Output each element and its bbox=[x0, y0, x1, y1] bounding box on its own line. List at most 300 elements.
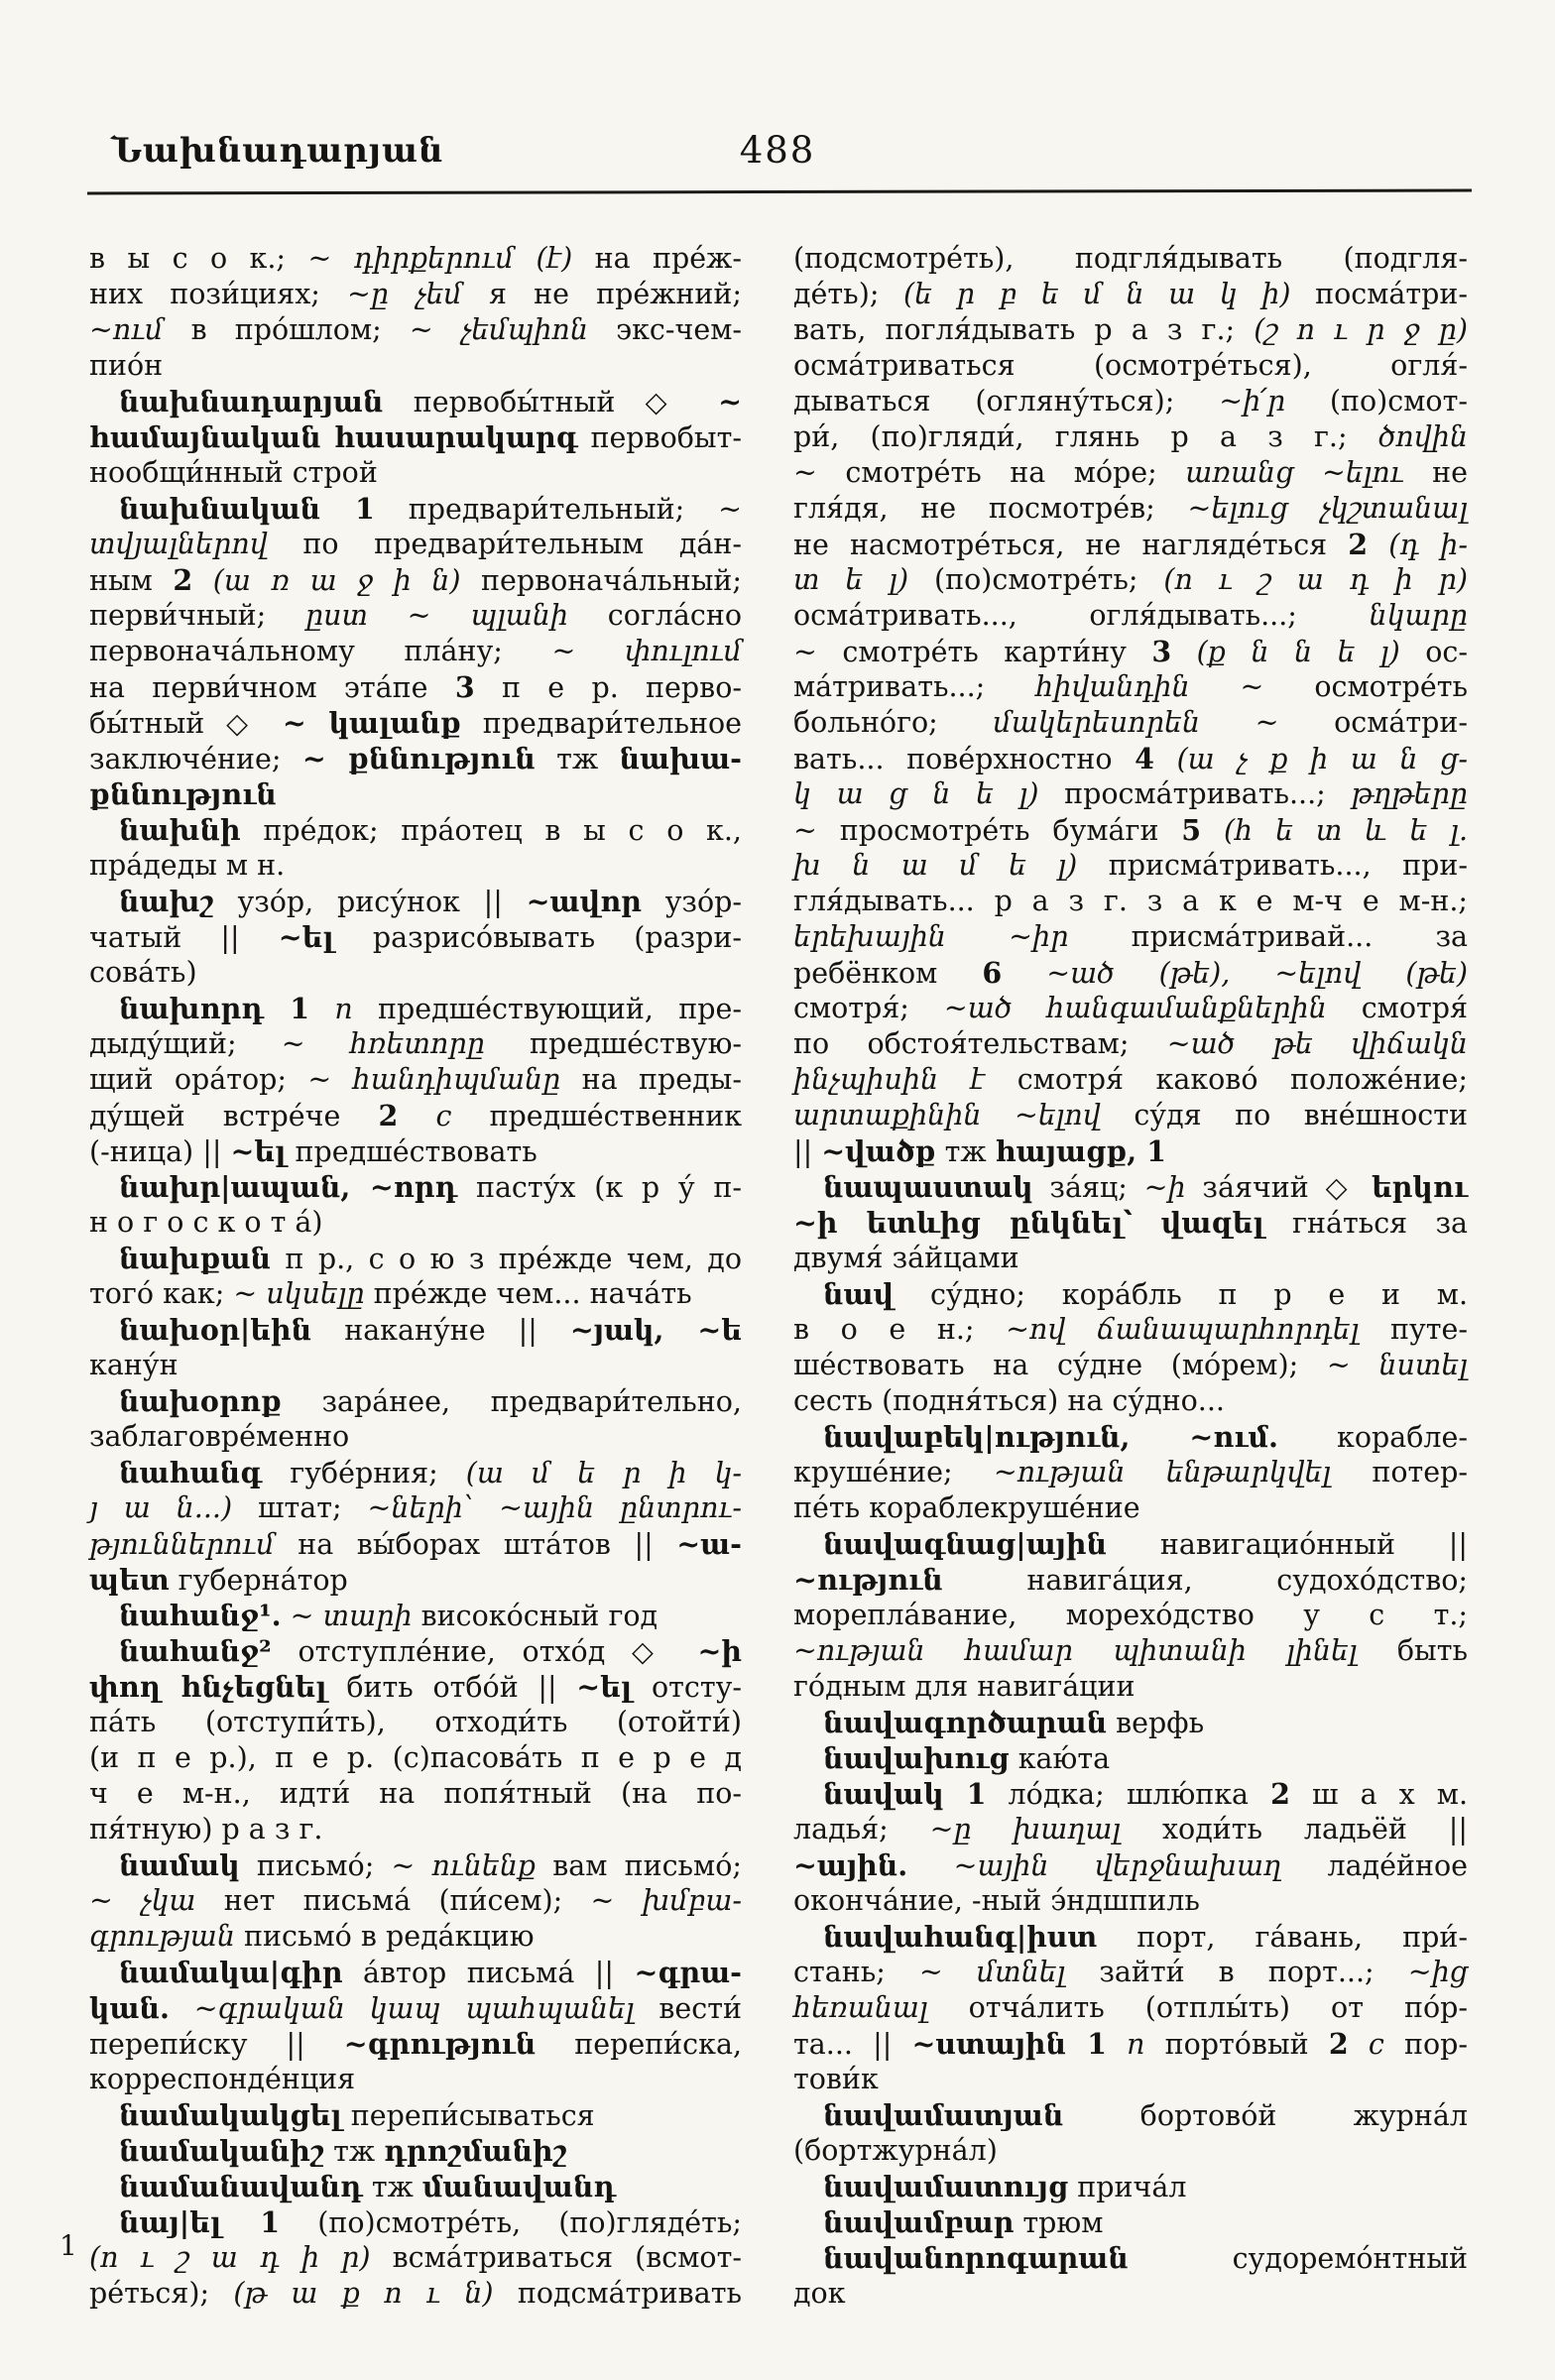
text-line bbox=[89, 1990, 742, 2026]
example-text: ~ հռետորը bbox=[281, 1027, 485, 1060]
headword-text: ~ություն bbox=[793, 1563, 943, 1597]
gloss-text: губе́рния; bbox=[262, 1457, 466, 1489]
text-line bbox=[793, 741, 1468, 776]
gloss-text: морепла́вание, морехо́дство у с т.; bbox=[793, 1599, 1468, 1631]
headword-text: նավ bbox=[823, 1277, 895, 1311]
text-line bbox=[89, 2169, 742, 2204]
example-text: ~ նստել bbox=[1326, 1349, 1468, 1381]
headword-text: նավամատյան bbox=[823, 2098, 1064, 2132]
text-line bbox=[793, 598, 1468, 634]
gloss-text: нет письма́ (пи́сем); bbox=[195, 1884, 591, 1917]
gloss-text: пор- bbox=[1383, 2028, 1469, 2061]
example-text: (ա մ ե ր ի կ- bbox=[465, 1457, 742, 1489]
gloss-text: в про́шлом; bbox=[163, 313, 410, 346]
headword-text: 4 bbox=[1135, 742, 1154, 775]
gloss-text: кану́н bbox=[89, 1349, 179, 1381]
gloss-text: пре́док; пра́отец в ы с о к., bbox=[240, 814, 742, 847]
text-line bbox=[89, 955, 742, 991]
text-line bbox=[89, 1455, 742, 1490]
headword-text: նախօրոք bbox=[119, 1384, 282, 1418]
text-line bbox=[89, 1026, 742, 1062]
text-line bbox=[89, 2276, 742, 2312]
gloss-text: судоремо́нтный bbox=[1128, 2242, 1468, 2275]
gloss-text: накану́не || bbox=[311, 1314, 570, 1347]
gloss-text: всма́триваться (всмот- bbox=[370, 2241, 742, 2274]
text-line bbox=[793, 277, 1468, 312]
example-text: (ե ր բ ե մ ն ա կ ի) bbox=[903, 278, 1291, 310]
text-line bbox=[793, 2062, 1468, 2097]
text-line bbox=[89, 2062, 742, 2097]
gloss-text: ладья́; bbox=[793, 1813, 930, 1845]
text-line bbox=[89, 1169, 742, 1205]
gloss-text: первонача́льный; bbox=[460, 564, 743, 597]
text-line bbox=[793, 1205, 1468, 1241]
gloss-text: ходи́ть ладьёй || bbox=[1121, 1813, 1468, 1845]
gloss-text: де́ть); bbox=[793, 278, 904, 310]
text-line bbox=[793, 1062, 1468, 1098]
gloss-text: ребёнком bbox=[793, 957, 983, 990]
gloss-text: путе- bbox=[1359, 1313, 1469, 1346]
headword-text: դրոշմանիշ bbox=[384, 2134, 567, 2168]
headword-text: 2 bbox=[1348, 528, 1369, 561]
text-line bbox=[89, 1133, 742, 1169]
example-text: ~ չեմպիոն bbox=[409, 313, 589, 346]
gloss-text: (бортжурна́л) bbox=[793, 2134, 998, 2167]
gloss-text: бить отбо́й || bbox=[326, 1671, 577, 1704]
text-line bbox=[89, 1776, 742, 1812]
gloss-text: ри́, (по)гляди́, глянь р а з г.; bbox=[793, 420, 1378, 453]
headword-text: 2 bbox=[378, 1099, 399, 1132]
text-line bbox=[89, 1526, 742, 1562]
text-line bbox=[89, 1241, 742, 1276]
gloss-text: перепи́ску || bbox=[89, 2028, 344, 2061]
gloss-text bbox=[398, 1100, 435, 1132]
headword-text: 6 bbox=[982, 956, 1003, 990]
gloss-text: ладе́йное bbox=[1281, 1849, 1468, 1882]
example-text: արտաքինին ~ելով bbox=[793, 1099, 1101, 1131]
text-line bbox=[89, 669, 742, 705]
text-line bbox=[89, 384, 742, 419]
gloss-text: ~ смотре́ть карти́ну bbox=[793, 636, 1152, 668]
example-text: ~ների՝ ~ային ընտրու- bbox=[367, 1491, 742, 1524]
text-line bbox=[89, 705, 742, 741]
text-line bbox=[89, 2097, 742, 2133]
example-text: ~ը խաղալ bbox=[929, 1813, 1122, 1845]
text-line bbox=[89, 848, 742, 884]
example-text: ~ը չեմ bbox=[347, 278, 462, 310]
example-text: ծովին bbox=[1377, 420, 1468, 453]
text-line bbox=[793, 312, 1468, 348]
gloss-text: согла́сно bbox=[568, 599, 742, 632]
gloss-text: пе́ть кораблекруше́ние bbox=[793, 1491, 1140, 1524]
headword-text: նավախուց bbox=[823, 1741, 1010, 1775]
gloss-text: н о г о с к о т а́) bbox=[89, 1206, 323, 1239]
headword-text: նախորդ 1 bbox=[119, 992, 310, 1025]
headword-text: նախօր|եին bbox=[119, 1313, 312, 1347]
gloss-text: вам письмо́; bbox=[536, 1849, 742, 1882]
example-text: ~ից bbox=[1407, 1956, 1468, 1988]
text-line bbox=[793, 2169, 1468, 2204]
gloss-text: корреспонде́нция bbox=[89, 2063, 356, 2095]
text-line bbox=[89, 634, 742, 669]
page-number: 488 bbox=[739, 129, 816, 172]
text-line bbox=[89, 1312, 742, 1348]
gloss-text: быть bbox=[1357, 1634, 1469, 1667]
headword-text: նախա- bbox=[619, 742, 743, 775]
headword-text: նավագնաց|ային bbox=[823, 1527, 1108, 1561]
example-text: ~ ունենք bbox=[391, 1849, 537, 1882]
text-line bbox=[793, 384, 1468, 419]
example-text: с bbox=[435, 1100, 452, 1132]
gloss-text: узо́р, рису́нок || bbox=[213, 886, 527, 918]
text-line bbox=[793, 955, 1468, 991]
gloss-text: пя́тную) р а з г. bbox=[89, 1813, 323, 1845]
text-line bbox=[793, 2133, 1468, 2169]
gloss-text: не bbox=[1403, 456, 1469, 489]
text-line bbox=[793, 1740, 1468, 1776]
headword-text: պետ bbox=[89, 1563, 170, 1597]
example-text: տ ե լ) bbox=[793, 563, 909, 596]
text-line bbox=[89, 884, 742, 919]
gloss-text bbox=[907, 1849, 953, 1882]
text-line bbox=[793, 348, 1468, 384]
gloss-text: пасту́х (к р у́ п- bbox=[457, 1171, 742, 1204]
gloss-text bbox=[1171, 636, 1196, 668]
example-text: ~ի՛ր bbox=[1219, 385, 1286, 417]
example-text: ~ության համար պիտանի լինել bbox=[793, 1634, 1358, 1667]
headword-text: ~վածք bbox=[821, 1134, 936, 1168]
gloss-text: високо́сный год bbox=[412, 1600, 658, 1632]
example-text: հիվանդին ~ bbox=[1035, 670, 1264, 703]
headword-text: նահանգ bbox=[119, 1456, 263, 1489]
right-column bbox=[793, 241, 1468, 2312]
text-line bbox=[793, 1812, 1468, 1847]
gloss-text: присма́тривай... за bbox=[1068, 920, 1468, 953]
text-line bbox=[89, 1705, 742, 1740]
gloss-text: бы́тный ◇ bbox=[89, 707, 283, 740]
text-line bbox=[793, 1705, 1468, 1740]
example-text: ~ մտնել bbox=[918, 1956, 1066, 1988]
gloss-text: на вы́борах шта́тов || bbox=[274, 1528, 677, 1561]
text-line bbox=[89, 2204, 742, 2240]
example-text: երեխային ~իր bbox=[793, 920, 1069, 953]
headword-text: ~ bbox=[718, 385, 742, 418]
headword-text: փող հնչեցնել bbox=[89, 1670, 327, 1704]
example-text: թղթերը bbox=[1351, 777, 1468, 810]
headword-text: նախնադարյան bbox=[119, 385, 384, 418]
example-text: ~ով ճանապարհորդել bbox=[1006, 1313, 1360, 1346]
running-head: Նախնադարյան bbox=[111, 131, 444, 171]
gloss-text: сова́ть) bbox=[89, 956, 197, 989]
gloss-text: вать, погля́дывать р а з г.; bbox=[793, 313, 1255, 346]
text-line bbox=[89, 527, 742, 562]
example-text: ըստ ~ պլանի bbox=[304, 599, 569, 632]
headword-text: նավանորոգարան bbox=[823, 2241, 1129, 2275]
gloss-text bbox=[282, 1600, 291, 1632]
gloss-text: предше́ственник bbox=[451, 1100, 743, 1132]
text-line bbox=[89, 598, 742, 634]
headword-text: հայացք, 1 bbox=[995, 1134, 1166, 1168]
text-line bbox=[89, 919, 742, 955]
headword-text: նամակա|գիր bbox=[119, 1956, 343, 1989]
text-line bbox=[793, 1883, 1468, 1919]
gloss-text: а́втор письма́ || bbox=[342, 1957, 635, 1989]
gloss-text: тж bbox=[535, 743, 620, 775]
text-line bbox=[793, 2026, 1468, 2062]
example-text: ~ խմբա- bbox=[590, 1884, 742, 1917]
text-line bbox=[793, 812, 1468, 848]
text-line bbox=[793, 669, 1468, 705]
gloss-text: оконча́ние, -ный э́ндшпиль bbox=[793, 1884, 1200, 1917]
text-line bbox=[793, 2204, 1468, 2240]
gloss-text: п р., с о ю з пре́жде чем, до bbox=[271, 1243, 742, 1275]
headword-text: նահանջ² bbox=[119, 1634, 272, 1668]
left-column bbox=[89, 241, 742, 2312]
text-line bbox=[89, 1562, 742, 1598]
gloss-text: на пре́ж- bbox=[572, 242, 743, 275]
headword-text: մանավանդ bbox=[421, 2170, 617, 2203]
text-line bbox=[793, 241, 1468, 277]
example-text: թյուններում bbox=[89, 1528, 275, 1561]
gloss-text: тж bbox=[935, 1135, 996, 1168]
text-line bbox=[89, 1348, 742, 1383]
gloss-text: ш а х м. bbox=[1289, 1778, 1469, 1811]
gloss-text: узо́р- bbox=[641, 886, 742, 918]
gloss-text: ду́щей встре́че bbox=[89, 1100, 379, 1132]
signature-mark: 1 bbox=[60, 2229, 77, 2262]
gloss-text: корабле- bbox=[1277, 1421, 1468, 1454]
gloss-text: пио́н bbox=[89, 349, 164, 382]
example-text: ~ դիրքերում (է) bbox=[307, 242, 573, 275]
headword-text: 2 bbox=[173, 563, 193, 597]
text-line bbox=[793, 1847, 1468, 1883]
gloss-text: первобыт- bbox=[577, 421, 742, 454]
example-text: գրության bbox=[89, 1920, 235, 1953]
text-line bbox=[793, 1419, 1468, 1455]
text-line bbox=[89, 1633, 742, 1669]
gloss-text: верфь bbox=[1107, 1707, 1205, 1739]
text-line bbox=[89, 562, 742, 598]
gloss-text: отча́лить (отплы́ть) от по́р- bbox=[927, 1991, 1468, 2024]
gloss-text: та... || bbox=[793, 2028, 912, 2061]
text-line bbox=[89, 455, 742, 491]
text-line bbox=[89, 812, 742, 848]
headword-text: նապաստակ bbox=[823, 1170, 1033, 1204]
headword-text: երկու bbox=[1372, 1170, 1468, 1204]
gloss-text: порт, га́вань, при́- bbox=[1097, 1921, 1468, 1954]
headword-text: նահանջ¹. bbox=[119, 1599, 282, 1632]
gloss-text: па́ть (отступи́ть), отходи́ть (отойти́) bbox=[89, 1706, 742, 1738]
headword-text: նավամբար bbox=[823, 2205, 1015, 2239]
headword-text: ~յակ, ~ե bbox=[569, 1313, 742, 1347]
headword-text: ~ավոր bbox=[526, 885, 642, 918]
gloss-text: зара́нее, предвари́тельно, bbox=[281, 1385, 742, 1418]
text-line bbox=[793, 491, 1468, 527]
gloss-text: зайти́ в порт...; bbox=[1065, 1956, 1408, 1988]
gloss-text: перви́чный; bbox=[89, 599, 305, 632]
gloss-text: п е р. перво- bbox=[474, 671, 742, 704]
gloss-text: предше́ствовать bbox=[286, 1135, 538, 1168]
gloss-text: за́яц; bbox=[1032, 1171, 1144, 1204]
gloss-text: предше́ствующий, пре- bbox=[352, 993, 742, 1025]
headword-text: ~ստային 1 bbox=[911, 2027, 1107, 2061]
text-line bbox=[793, 1455, 1468, 1490]
example-text: ~ չկա bbox=[89, 1884, 196, 1917]
gloss-text bbox=[192, 564, 213, 597]
headword-text: համայնական հասարակարգ bbox=[89, 420, 578, 454]
text-line bbox=[89, 1098, 742, 1133]
gloss-text: смотря́ каково́ положе́ние; bbox=[985, 1063, 1468, 1096]
gloss-text bbox=[1368, 529, 1388, 561]
example-text: ~գրական կապ պահպանել bbox=[193, 1992, 635, 2025]
gloss-text: гля́дя, не посмотре́в; bbox=[793, 492, 1188, 525]
gloss-text: трюм bbox=[1014, 2206, 1104, 2239]
text-line bbox=[793, 562, 1468, 598]
text-line bbox=[793, 705, 1468, 741]
headword-text: նավակ 1 bbox=[823, 1777, 987, 1811]
example-text: ~ հանդիպմանը bbox=[307, 1063, 561, 1096]
headword-text: ~ել bbox=[278, 920, 334, 954]
example-text: (ա ռ ա ջ ի ն) bbox=[212, 564, 461, 597]
gloss-text: в о е н.; bbox=[793, 1313, 1007, 1346]
gloss-text: тж bbox=[324, 2135, 385, 2168]
example-text: (ո ւ շ ա դ ի ր) bbox=[89, 2241, 371, 2274]
text-line bbox=[89, 1955, 742, 1990]
gloss-text: ным bbox=[89, 564, 174, 597]
gloss-text: перепи́ска, bbox=[536, 2028, 742, 2061]
gloss-text: тж bbox=[362, 2171, 422, 2203]
text-line bbox=[89, 1062, 742, 1098]
headword-text: նամանավանդ bbox=[119, 2170, 363, 2203]
example-text: կ ա ց ն ե լ) bbox=[793, 777, 1039, 810]
gloss-text: каю́та bbox=[1009, 1742, 1111, 1775]
example-text: ~ած հանգամանքներին bbox=[943, 992, 1327, 1024]
headword-text: 3 bbox=[1151, 635, 1172, 668]
gloss-text bbox=[170, 1992, 194, 2025]
text-line bbox=[793, 527, 1468, 562]
headword-text: ~ային. bbox=[793, 1848, 908, 1882]
text-line bbox=[793, 1241, 1468, 1276]
gloss-text: смотря́ bbox=[1326, 992, 1468, 1024]
example-text: ~ տարի bbox=[290, 1600, 413, 1632]
gloss-text: осма́триваться (осмотре́ться), огля́- bbox=[793, 349, 1468, 382]
headword-text: ~ա- bbox=[676, 1527, 742, 1561]
gloss-text bbox=[1107, 2028, 1127, 2061]
headword-text: նայ|ել 1 bbox=[119, 2205, 281, 2239]
headword-text: ~ել bbox=[230, 1134, 287, 1168]
example-text: ~ փուլում bbox=[551, 635, 742, 667]
gloss-text: губерна́тор bbox=[169, 1564, 348, 1597]
gloss-text: первобы́тный ◇ bbox=[383, 386, 719, 418]
gloss-text: осма́три- bbox=[1278, 706, 1468, 739]
headword-text: ~ի ետևից ընկնել՝ վազել bbox=[793, 1206, 1264, 1240]
text-line bbox=[89, 1812, 742, 1847]
gloss-text: су́дя по вне́шности bbox=[1100, 1099, 1468, 1131]
text-line bbox=[89, 1919, 742, 1955]
gloss-text bbox=[1201, 814, 1224, 847]
example-text: (շ ո ւ ր ջ ը) bbox=[1254, 313, 1468, 346]
headword-text: նավագործարան bbox=[823, 1706, 1108, 1739]
headword-text: ~ քննություն bbox=[301, 742, 536, 775]
gloss-text: дываться (огляну́ться); bbox=[793, 385, 1220, 417]
gloss-text: гля́дывать... р а з г. з а к е м-ч е м-н.; bbox=[793, 885, 1468, 917]
gloss-text: просма́тривать...; bbox=[1038, 777, 1352, 810]
example-text: ~ սկսելը bbox=[233, 1277, 365, 1310]
gloss-text: стань; bbox=[793, 1956, 919, 1988]
headword-text: կան. bbox=[89, 1991, 170, 2025]
gloss-text: письмо́; bbox=[239, 1849, 392, 1882]
gloss-text: них пози́циях; bbox=[89, 278, 348, 310]
headword-text: ~ել bbox=[576, 1670, 633, 1704]
gloss-text: щий ора́тор; bbox=[89, 1063, 308, 1096]
gloss-text: первонача́льному пла́ну; bbox=[89, 635, 552, 667]
gloss-text bbox=[1154, 743, 1177, 775]
text-line bbox=[793, 991, 1468, 1026]
example-text: (ա չ ք ի ա ն ց- bbox=[1176, 743, 1469, 775]
text-line bbox=[89, 2026, 742, 2062]
gloss-text: не насмотре́ться, не нагляде́ться bbox=[793, 529, 1349, 561]
text-line bbox=[793, 1669, 1468, 1705]
gloss-text: ч е м-н., идти́ на попя́тный (на по- bbox=[89, 1777, 742, 1810]
gloss-text: пре́жде чем... нача́ть bbox=[364, 1277, 692, 1310]
gloss-text: больно́го; bbox=[793, 706, 994, 739]
text-line bbox=[89, 241, 742, 277]
example-text: ~ության ենթարկվել bbox=[993, 1456, 1332, 1488]
gloss-text: док bbox=[793, 2277, 846, 2310]
example-text: խ ն ա մ ե լ) bbox=[793, 849, 1078, 882]
example-text: յ ա ն...) bbox=[89, 1491, 233, 1524]
example-text: ~ում bbox=[89, 313, 164, 346]
gloss-text: ше́ствовать на су́дне (мо́рем); bbox=[793, 1349, 1327, 1381]
headword-text: 3 bbox=[454, 670, 475, 704]
text-line bbox=[793, 1526, 1468, 1562]
gloss-text: отсту- bbox=[632, 1671, 742, 1704]
headword-text: նախր|ապան, ~որդ bbox=[119, 1170, 458, 1204]
example-text: առանց ~ելու bbox=[1185, 456, 1404, 489]
gloss-text: (по)смотре́ть, (по)гляде́ть; bbox=[280, 2206, 742, 2239]
text-line bbox=[89, 1740, 742, 1776]
headword-text: 5 bbox=[1181, 813, 1202, 847]
gloss-text: сесть (подня́ться) на су́дно... bbox=[793, 1384, 1225, 1417]
gloss-text: прича́л bbox=[1068, 2171, 1187, 2203]
text-line bbox=[89, 491, 742, 527]
text-line bbox=[89, 1419, 742, 1455]
gloss-text: тови́к bbox=[793, 2063, 879, 2095]
text-line bbox=[89, 741, 742, 776]
text-line bbox=[793, 1955, 1468, 1990]
headword-text: նախնի bbox=[119, 813, 241, 847]
headword-text: 2 bbox=[1328, 2027, 1349, 2061]
text-line bbox=[89, 312, 742, 348]
gloss-text: на перви́чном эта́пе bbox=[89, 671, 455, 704]
text-line bbox=[89, 1490, 742, 1526]
text-line bbox=[89, 277, 742, 312]
gloss-text: заключе́ние; bbox=[89, 743, 302, 775]
gloss-text: вести́ bbox=[634, 1992, 742, 2025]
gloss-text: на преды- bbox=[560, 1063, 742, 1096]
text-line bbox=[89, 419, 742, 455]
text-line bbox=[793, 1312, 1468, 1348]
gloss-text: я не пре́жний; bbox=[461, 278, 743, 310]
gloss-text: бортово́й журна́л bbox=[1063, 2099, 1468, 2132]
gloss-text: штат; bbox=[232, 1491, 368, 1524]
gloss-text: по предвари́тельным да́н- bbox=[267, 528, 742, 560]
example-text: նկարը bbox=[1369, 599, 1468, 632]
gloss-text: нообщи́нный строй bbox=[89, 456, 378, 489]
gloss-text: потер- bbox=[1331, 1456, 1468, 1488]
example-text: (դ ի- bbox=[1388, 529, 1469, 561]
text-line bbox=[793, 1598, 1468, 1633]
